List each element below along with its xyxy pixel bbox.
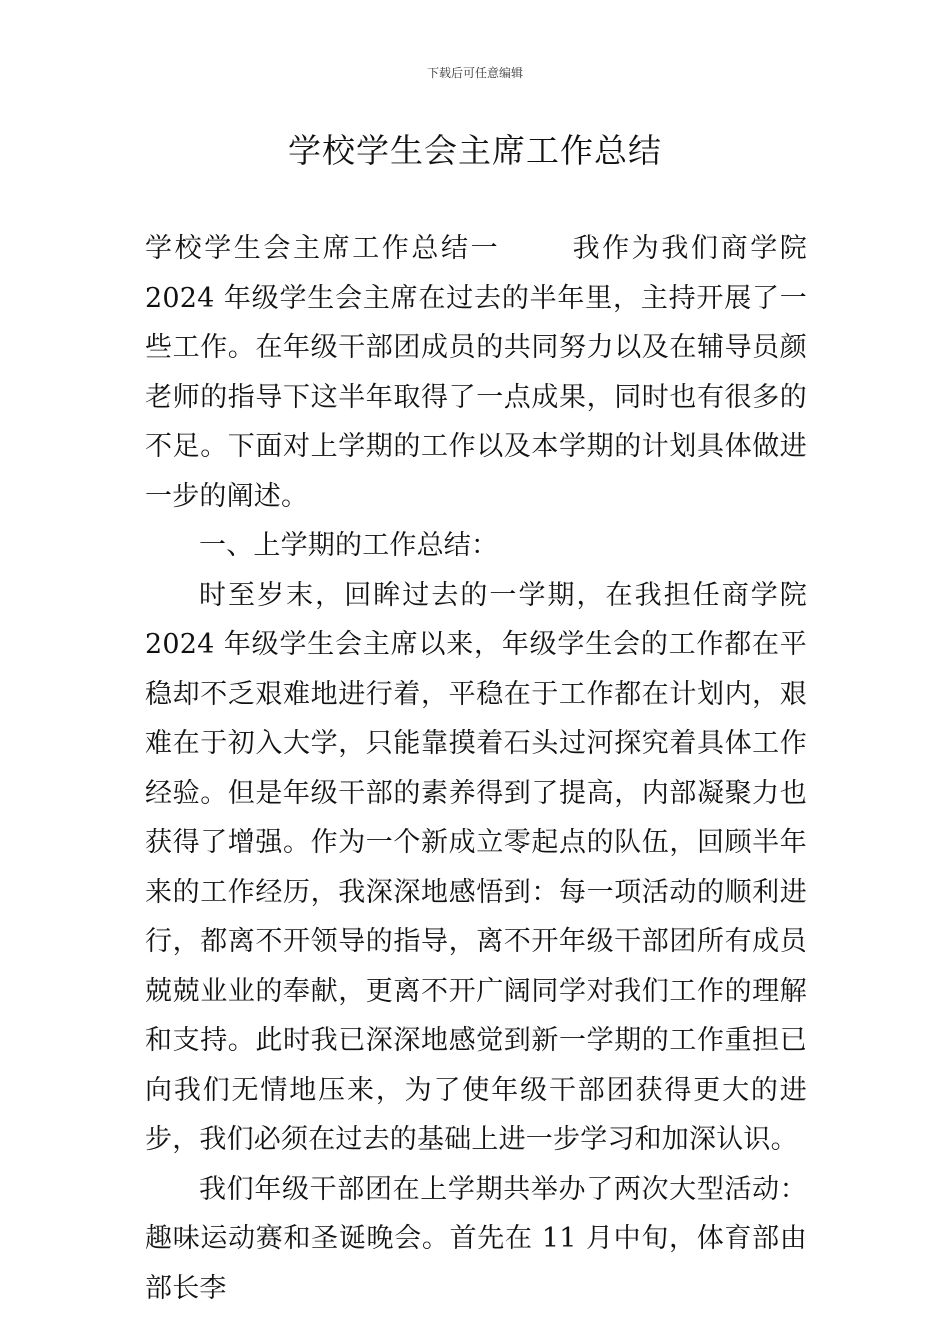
header-note: 下载后可任意编辑 bbox=[426, 66, 523, 80]
paragraph-3: 时至岁末，回眸过去的一学期，在我担任商学院 2024 年级学生会主席以来，年级学生会的工作都在平稳却不乏艰难地进行着，平稳在于工作都在计划内，艰难在于初入大学，只能靠摸着石头过河探究着具体工作经验。但是年级干部的素养得到了提高，内部凝聚力也获得了增强。作为一个新成立零起点的队伍，回顾半年来的工作经历，我深深地感悟到：每一项活动的顺利进行，都离不开领导的指导，离不开年级干部团所有成员兢兢业业的奉献，更离不开广阔同学对我们工作的理解和支持。此时我已深深地感觉到新一学期的工作重担已向我们无情地压来，为了使年级干部团获得更大的进步，我们必须在过去的基础上进一步学习和加深认识。 bbox=[145, 579, 807, 1155]
document-title: 学校学生会主席工作总结 bbox=[288, 131, 662, 170]
paragraph-1 bbox=[145, 224, 807, 521]
paragraph-1-heading: 学校学生会主席工作总结一 bbox=[145, 233, 501, 264]
section-heading: 一、上学期的工作总结： bbox=[199, 530, 499, 561]
document-body bbox=[145, 224, 807, 1313]
paragraph-1-body: 我作为我们商学院 2024 年级学生会主席在过去的半年里，主持开展了一些工作。在年级干部团成员的共同努力以及在辅导员颜老师的指导下这半年取得了一点成果，同时也有很多的不足。下面对上学期的工作以及本学期的计划具体做进一步的阐述。 bbox=[145, 233, 807, 512]
paragraph-4: 我们年级干部团在上学期共举办了两次大型活动：趣味运动赛和圣诞晚会。首先在 11 月中旬，体育部由部长李 bbox=[145, 1173, 807, 1304]
